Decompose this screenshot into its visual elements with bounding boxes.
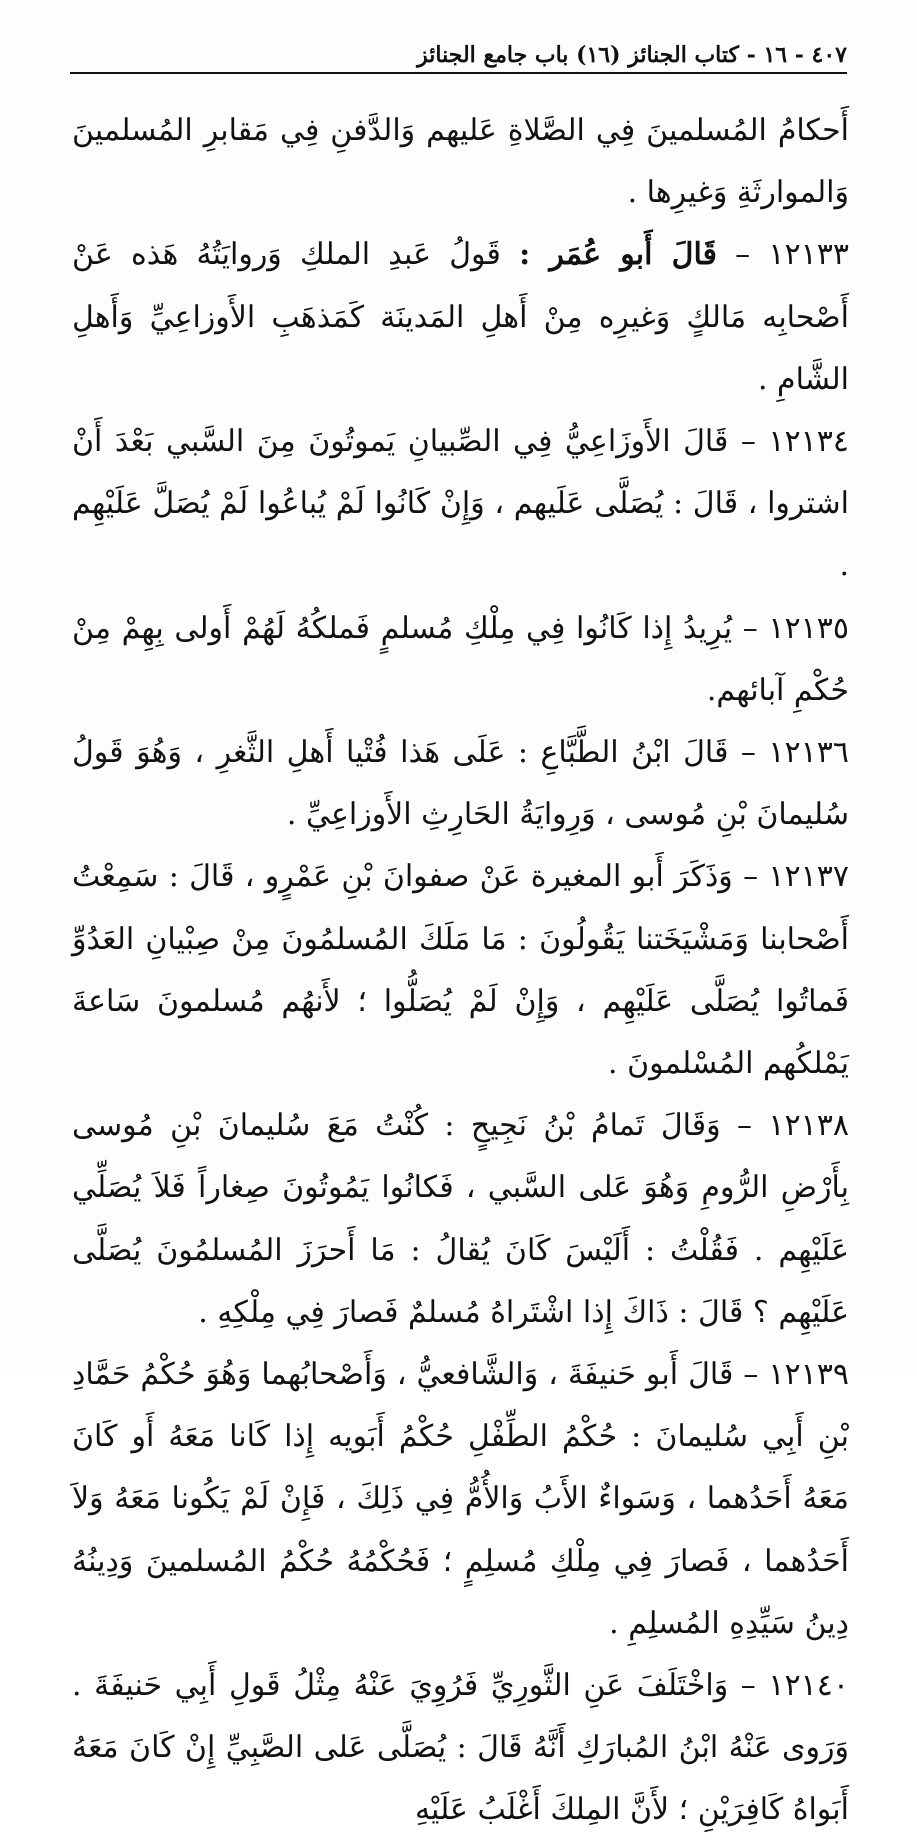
- paragraph: ١٢١٣٤ – قَالَ الأَوزَاعِيُّ فِي الصِّبيانِ يَموتُونَ مِنَ السَّبي بَعْدَ أَنْ اشتروا ، قَالَ : يُصَلَّى عَلَيهم ، وَإِنْ كَانُوا لَمْ يُباعُوا لَمْ يُصَلَّ عَلَيْهِم .: [72, 424, 850, 584]
- paragraph-number: ١٢١٣٥: [768, 610, 849, 646]
- paragraph: [72, 100, 849, 224]
- paragraph: ١٢١٤٠ – وَاخْتَلَفَ عَنِ الثَّورِيِّ فَرُوِيَ عَنْهُ مِثْلُ قَولِ أَبِي حَنيفَةَ . وَرَوى عَنْهُ ابْنُ المُبارَكِ أَنَّهُ قَالَ : يُصَلَّى عَلى الصَّبِيِّ إِنْ كَانَ مَعَهُ أَبَواهُ كَافِرَيْنِ ؛ لأَنَّ المِلكَ أَغْلَبُ عَلَيْهِ: [72, 1668, 849, 1828]
- paragraph-text: وَقَالَ تَمامُ بْنُ نَجِيحٍ : كُنْتُ مَعَ سُليمانَ بْنِ مُوسى بِأَرْضِ الرُّومِ وَهُوَ عَلى السَّبي ، فَكانُوا يَمُوتُونَ صِغاراً فَلاَ يُصَلِّي عَلَيْهِم . فَقُلْتُ : أَلَيْسَ كَانَ يُقالُ : مَا أَحرَزَ المُسلمُونَ يُصَلَّى عَلَيْهِم ؟ قَالَ : ذَاكَ إِذا اشْتَراهُ مُسلمٌ فَصارَ فِي مِلْكِهِ .: [72, 1108, 849, 1330]
- header-rule: [70, 72, 847, 74]
- paragraph-text: قَالَ ابْنُ الطَّبَّاعِ : عَلَى هَذا فُتْيا أَهلِ الثَّغرِ ، وَهُوَ قَولُ سُليمانَ بْنِ مُوسى ، وَرِوايَةُ الحَارِثِ الأَوزاعِيِّ .: [72, 735, 849, 833]
- paragraph-number: ١٢١٣٩: [768, 1357, 849, 1393]
- paragraph-number: ١٢١٤٠: [768, 1668, 849, 1704]
- paragraph: ١٢١٣٩ – قَالَ أَبو حَنيفَةَ ، وَالشَّافعيُّ ، وَأَصْحابُهما وَهُوَ حُكْمُ حَمَّادِ بْنِ أَبِي سُليمانَ : حُكْمُ الطِّفْلِ حُكْمُ أَبَويه إِذا كَانا مَعَهُ أَو كَانَ مَعَهُ أَحَدُهما ، وَسَواءٌ الأَبُ وَالأُمُّ فِي ذَلِكَ ، فَإِنْ لَمْ يَكُونا مَعَهُ وَلاَ أَحَدُهما ، فَصارَ فِي مِلْكِ مُسلِمٍ ؛ فَحُكْمُهُ حُكْمُ المُسلمينَ وَدِينُهُ دِينُ سَيِّدِهِ المُسلِمِ .: [72, 1357, 849, 1641]
- paragraph-number: ١٢١٣٧: [768, 859, 849, 895]
- paragraph-lead: قَالَ أَبو عُمَر :: [519, 237, 717, 273]
- page-header: [60, 38, 857, 78]
- paragraph: ١٢١٣٦ – قَالَ ابْنُ الطَّبَّاعِ : عَلَى هَذا فُتْيا أَهلِ الثَّغرِ ، وَهُوَ قَولُ سُليمانَ بْنِ مُوسى ، وَرِوايَةُ الحَارِثِ الأَوزاعِيِّ .: [72, 735, 849, 833]
- paragraph-text: يُرِيدُ إِذا كَانُوا فِي مِلْكِ مُسلمٍ فَملكُهُ لَهُمْ أَولى بِهِمْ مِنْ حُكْمِ آبائهم.: [72, 610, 849, 708]
- paragraph-number: ١٢١٣٤: [768, 424, 849, 460]
- paragraph-text: وَذَكَرَ أَبو المغيرة عَنْ صفوانَ بْنِ عَمْرٍو ، قَالَ : سَمِعْتُ أَصْحابنا وَمَشْيَخَتنا يَقُولُونَ : مَا مَلَكَ المُسلمُونَ مِنْ صِبْيانِ العَدُوِّ فَماتُوا يُصَلَّى عَلَيْهِم ، وَإِنْ لَمْ يُصَلُّوا ؛ لأَنهُم مُسلمونَ سَاعةَ يَمْلكُهم المُسْلمونَ .: [72, 859, 849, 1082]
- paragraph-number: ١٢١٣٨: [768, 1108, 849, 1144]
- body-text: [72, 100, 849, 1842]
- running-head: ٤٠٧ - ١٦ - كتاب الجنائز (١٦) باب جامع الجنائز: [417, 42, 847, 68]
- paragraph-text: أَحكامُ المُسلمينَ فِي الصَّلاةِ عَليهم وَالدَّفنِ فِي مَقابرِ المُسلمينَ وَالموارثَةِ وَغيرِها .: [72, 113, 849, 211]
- paragraph-text: قَالَ أَبو حَنيفَةَ ، وَالشَّافعيُّ ، وَأَصْحابُهما وَهُوَ حُكْمُ حَمَّادِ بْنِ أَبِي سُليمانَ : حُكْمُ الطِّفْلِ حُكْمُ أَبَويه إِذا كَانا مَعَهُ أَو كَانَ مَعَهُ أَحَدُهما ، وَسَواءٌ الأَبُ وَالأُمُّ فِي ذَلِكَ ، فَإِنْ لَمْ يَكُونا مَعَهُ وَلاَ أَحَدُهما ، فَصارَ فِي مِلْكِ مُسلِمٍ ؛ فَحُكْمُهُ حُكْمُ المُسلمينَ وَدِينُهُ دِينُ سَيِّدِهِ المُسلِمِ .: [72, 1357, 849, 1641]
- paragraph: ١٢١٣٣ – قَالَ أَبو عُمَر : قَولُ عَبدِ الملكِ وَروايَتُهُ هَذه عَنْ أَصْحابِه مَالكٍ وَغيرِه مِنْ أَهلِ المَدينَة كَمَذهَبِ الأَوزاعِيِّ وَأَهلِ الشَّامِ .: [72, 237, 849, 397]
- paragraph: ١٢١٣٧ – وَذَكَرَ أَبو المغيرة عَنْ صفوانَ بْنِ عَمْرٍو ، قَالَ : سَمِعْتُ أَصْحابنا وَمَشْيَخَتنا يَقُولُونَ : مَا مَلَكَ المُسلمُونَ مِنْ صِبْيانِ العَدُوِّ فَماتُوا يُصَلَّى عَلَيْهِم ، وَإِنْ لَمْ يُصَلُّوا ؛ لأَنهُم مُسلمونَ سَاعةَ يَمْلكُهم المُسْلمونَ .: [72, 859, 849, 1082]
- paragraph-text: قَالَ الأَوزَاعِيُّ فِي الصِّبيانِ يَموتُونَ مِنَ السَّبي بَعْدَ أَنْ اشتروا ، قَالَ : يُصَلَّى عَلَيهم ، وَإِنْ كَانُوا لَمْ يُباعُوا لَمْ يُصَلَّ عَلَيْهِم .: [72, 424, 850, 584]
- paragraph-text: وَاخْتَلَفَ عَنِ الثَّورِيِّ فَرُوِيَ عَنْهُ مِثْلُ قَولِ أَبِي حَنيفَةَ . وَرَوى عَنْهُ ابْنُ المُبارَكِ أَنَّهُ قَالَ : يُصَلَّى عَلى الصَّبِيِّ إِنْ كَانَ مَعَهُ أَبَواهُ كَافِرَيْنِ ؛ لأَنَّ المِلكَ أَغْلَبُ عَلَيْهِ: [72, 1668, 849, 1828]
- paragraph: ١٢١٣٨ – وَقَالَ تَمامُ بْنُ نَجِيحٍ : كُنْتُ مَعَ سُليمانَ بْنِ مُوسى بِأَرْضِ الرُّومِ وَهُوَ عَلى السَّبي ، فَكانُوا يَمُوتُونَ صِغاراً فَلاَ يُصَلِّي عَلَيْهِم . فَقُلْتُ : أَلَيْسَ كَانَ يُقالُ : مَا أَحرَزَ المُسلمُونَ يُصَلَّى عَلَيْهِم ؟ قَالَ : ذَاكَ إِذا اشْتَراهُ مُسلمٌ فَصارَ فِي مِلْكِهِ .: [72, 1108, 849, 1330]
- paragraph-number: ١٢١٣٣: [768, 237, 849, 273]
- paragraph-number: ١٢١٣٦: [768, 735, 849, 771]
- paragraph: ١٢١٣٥ – يُرِيدُ إِذا كَانُوا فِي مِلْكِ مُسلمٍ فَملكُهُ لَهُمْ أَولى بِهِمْ مِنْ حُكْمِ آبائهم.: [72, 610, 849, 708]
- paragraph-text: قَولُ عَبدِ الملكِ وَروايَتُهُ هَذه عَنْ أَصْحابِه مَالكٍ وَغيرِه مِنْ أَهلِ المَدينَة كَمَذهَبِ الأَوزاعِيِّ وَأَهلِ الشَّامِ .: [72, 237, 849, 397]
